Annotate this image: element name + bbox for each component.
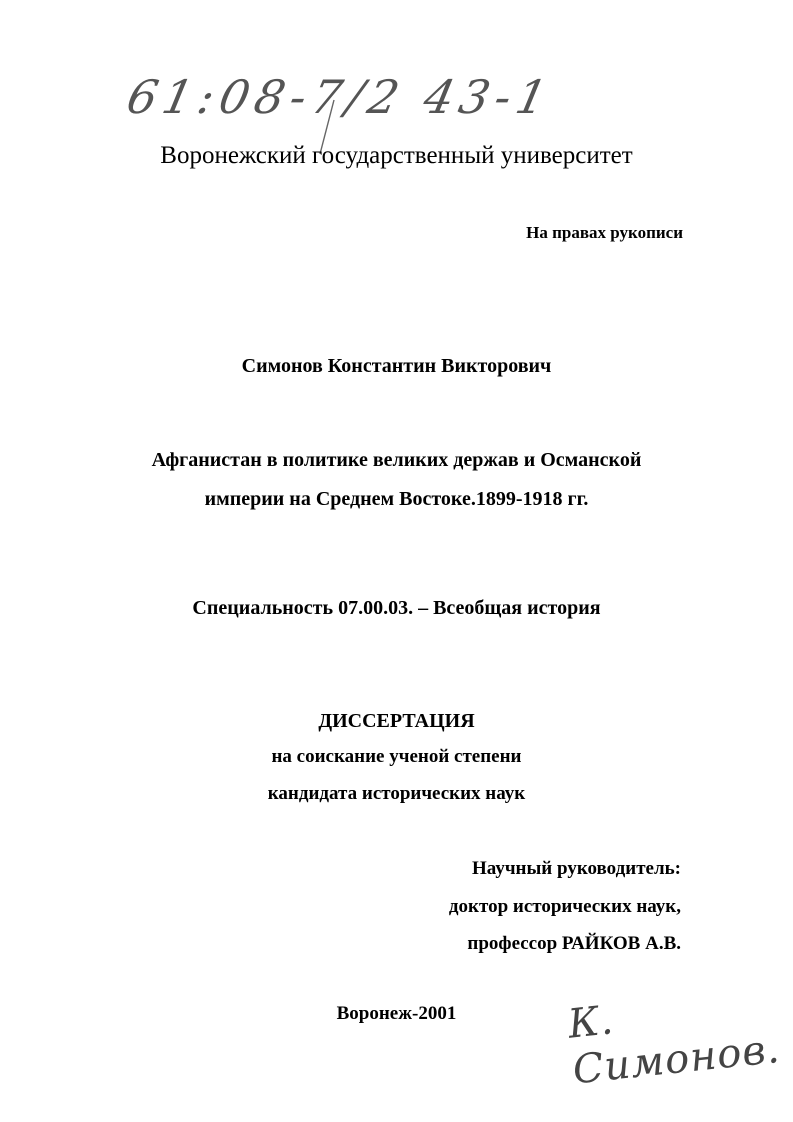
supervisor-label: Научный руководитель: bbox=[472, 858, 681, 879]
author-name: Симонов Константин Викторович bbox=[241, 355, 552, 377]
author-signature: К. Симонов. bbox=[565, 997, 783, 1094]
dissertation-title-line-2: империи на Среднем Востоке.1899-1918 гг. bbox=[204, 488, 589, 510]
degree-line-1: на соискание ученой степени bbox=[271, 746, 522, 767]
university-name: Воронежский государственный университет bbox=[160, 142, 633, 169]
supervisor-degree: доктор исторических наук, bbox=[448, 896, 681, 917]
dissertation-title-line-1: Афганистан в политике великих держав и Османской bbox=[151, 449, 642, 471]
dissertation-heading: ДИССЕРТАЦИЯ bbox=[318, 710, 475, 732]
city-year: Воронеж-2001 bbox=[336, 1003, 457, 1024]
degree-line-2: кандидата исторических наук bbox=[267, 783, 526, 804]
archive-code-handwritten: 61:08-7/2 43-1 bbox=[122, 70, 558, 124]
supervisor-name: профессор РАЙКОВ А.В. bbox=[467, 933, 681, 954]
specialty: Специальность 07.00.03. – Всеобщая история bbox=[192, 597, 601, 619]
manuscript-rights-note: На правах рукописи bbox=[526, 223, 683, 242]
